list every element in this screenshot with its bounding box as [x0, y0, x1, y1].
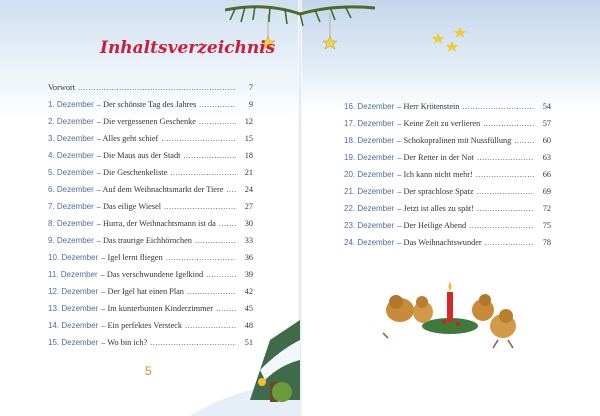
toc-entry-page: 42: [244, 286, 253, 296]
snowy-tree-illustration: [190, 320, 300, 416]
toc-entry-page: 18: [244, 150, 253, 160]
toc-entry: [344, 167, 551, 181]
toc-entry: [48, 148, 253, 162]
toc-entry-title: – Das verschwundene Igelkind: [100, 269, 204, 279]
birds-advent-wreath-illustration: [378, 278, 523, 353]
toc-entry: [48, 250, 253, 264]
toc-entry-page: 48: [244, 320, 253, 330]
toc-entry: [48, 199, 253, 213]
toc-entry-page: 21: [244, 167, 253, 177]
toc-entry-page: 63: [542, 152, 551, 162]
toc-entry-title: – Der Heilige Abend: [397, 220, 467, 230]
toc-entry-page: 24: [244, 184, 253, 194]
toc-entry-page: 7: [248, 82, 253, 92]
toc-entry-page: 45: [244, 303, 253, 313]
dot-leader: [195, 236, 236, 245]
toc-entry: [48, 216, 253, 230]
toc-entry: [344, 184, 551, 198]
toc-entry-date: 24. Dezember: [344, 237, 395, 247]
dot-leader: [477, 187, 534, 196]
toc-entry-date: 9. Dezember: [48, 235, 94, 245]
dot-leader: [219, 219, 236, 228]
toc-entry-date: 7. Dezember: [48, 201, 94, 211]
dot-leader: [476, 170, 534, 179]
toc-entry: [48, 97, 253, 111]
toc-entry-page: 15: [244, 133, 253, 143]
toc-entry-date: 11. Dezember: [48, 269, 98, 279]
toc-entry-date: 21. Dezember: [344, 186, 395, 196]
dot-leader: [166, 253, 236, 262]
toc-entry-page: 69: [542, 186, 551, 196]
dot-leader: [216, 304, 236, 313]
toc-entry-date: 22. Dezember: [344, 203, 395, 213]
dot-leader: [78, 83, 236, 92]
toc-entry-page: 57: [542, 118, 551, 128]
toc-entry: [48, 131, 253, 145]
toc-entry-title: – Der Retter in der Not: [397, 152, 474, 162]
toc-entry-title: – Das Weihnachtswunder: [397, 237, 482, 247]
toc-entry: [48, 114, 253, 128]
toc-entry-page: 9: [248, 99, 253, 109]
dot-leader: [226, 185, 236, 194]
toc-entry-title: – Hurra, der Weihnachtsmann ist da: [96, 218, 216, 228]
dot-leader: [199, 100, 236, 109]
toc-entry-date: 14. Dezember: [48, 320, 99, 330]
toc-entry-title: – Der sprachlose Spatz: [397, 186, 474, 196]
toc-entry-title: – Alles geht schief: [96, 133, 159, 143]
toc-entry-date: 8. Dezember: [48, 218, 94, 228]
stars-decoration: [430, 25, 480, 55]
toc-entry-title: – Das eilige Wiesel: [96, 201, 162, 211]
toc-entry-title: – Der schönste Tag des Jahres: [96, 99, 197, 109]
toc-entry: [48, 165, 253, 179]
toc-entry-date: 13. Dezember: [48, 303, 99, 313]
dot-leader: [483, 119, 534, 128]
toc-entry-page: 78: [542, 237, 551, 247]
toc-entry-page: 27: [244, 201, 253, 211]
toc-entry-date: 18. Dezember: [344, 135, 395, 145]
dot-leader: [199, 117, 236, 126]
toc-entry-date: 5. Dezember: [48, 167, 94, 177]
dot-leader: [514, 136, 534, 145]
toc-entry-date: 2. Dezember: [48, 116, 94, 126]
toc-entry-date: 23. Dezember: [344, 220, 395, 230]
toc-entry-page: 66: [542, 169, 551, 179]
toc-entry-date: 6. Dezember: [48, 184, 94, 194]
toc-entry: [48, 80, 253, 94]
toc-entry-title: – Schokopralinen mit Nussfüllung: [397, 135, 512, 145]
toc-entry-page: 60: [542, 135, 551, 145]
dot-leader: [187, 287, 236, 296]
toc-entry: [344, 150, 551, 164]
toc-entry-page: 72: [542, 203, 551, 213]
toc-entry-page: 54: [542, 101, 551, 111]
page-number: 5: [145, 364, 152, 378]
toc-entry-title: – Die Geschenkeliste: [96, 167, 168, 177]
toc-entry-page: 33: [244, 235, 253, 245]
dot-leader: [477, 153, 534, 162]
toc-entry-date: 15. Dezember: [48, 337, 99, 347]
toc-entry-date: 12. Dezember: [48, 286, 99, 296]
toc-entry: [344, 201, 551, 215]
toc-entry: [48, 267, 253, 281]
toc-entry-title: – Die Maus aus der Stadt: [96, 150, 181, 160]
toc-entry-title: – Jetzt ist alles zu spät!: [397, 203, 474, 213]
toc-entry-date: 10. Dezember: [48, 252, 99, 262]
dot-leader: [462, 102, 534, 111]
toc-entry-title: – Wo bin ich?: [101, 337, 148, 347]
toc-entry: [344, 99, 551, 113]
toc-entry-page: 39: [244, 269, 253, 279]
toc-entry-title: – Auf dem Weihnachtsmarkt der Tiere: [96, 184, 224, 194]
toc-entry-date: 3. Dezember: [48, 133, 94, 143]
toc-entry-date: 4. Dezember: [48, 150, 94, 160]
toc-entry-date: 1. Dezember: [48, 99, 94, 109]
toc-entry-page: 51: [244, 337, 253, 347]
toc-entry-title: – Im kunterbunten Kinderzimmer: [101, 303, 213, 313]
dot-leader: [170, 168, 236, 177]
toc-entry-date: 20. Dezember: [344, 169, 395, 179]
toc-entry: [344, 218, 551, 232]
toc-entry-page: 36: [244, 252, 253, 262]
toc-entry-date: 17. Dezember: [344, 118, 395, 128]
toc-entry: [48, 301, 253, 315]
toc-entry: [344, 235, 551, 249]
dot-leader: [485, 238, 534, 247]
toc-entry-page: 30: [244, 218, 253, 228]
toc-entry-title: – Keine Zeit zu verlieren: [397, 118, 481, 128]
toc-entry-title: – Die vergessenen Geschenke: [96, 116, 196, 126]
toc-entry: [344, 133, 551, 147]
toc-entry-title: Vorwort: [48, 82, 76, 92]
toc-entry-date: 19. Dezember: [344, 152, 395, 162]
dot-leader: [164, 202, 236, 211]
toc-entry-date: 16. Dezember: [344, 101, 395, 111]
dot-leader: [161, 134, 236, 143]
page-title: Inhaltsverzeichnis: [100, 38, 276, 58]
toc-entry-title: – Das traurige Eichhörnchen: [96, 235, 192, 245]
toc-entry-page: 12: [244, 116, 253, 126]
dot-leader: [183, 151, 236, 160]
dot-leader: [206, 270, 236, 279]
toc-entry-page: 75: [542, 220, 551, 230]
toc-entry: [344, 116, 551, 130]
toc-entry-title: – Der Igel hat einen Plan: [101, 286, 184, 296]
toc-entry: [48, 284, 253, 298]
toc-entry-title: – Ein perfektes Versteck: [101, 320, 182, 330]
toc-entry-title: – Igel lernt fliegen: [101, 252, 163, 262]
toc-entry-title: – Ich kann nicht mehr!: [397, 169, 473, 179]
toc-entry: [48, 233, 253, 247]
dot-leader: [477, 204, 534, 213]
toc-entry: [48, 182, 253, 196]
toc-entry-title: – Herr Krötenstein: [397, 101, 460, 111]
dot-leader: [469, 221, 534, 230]
